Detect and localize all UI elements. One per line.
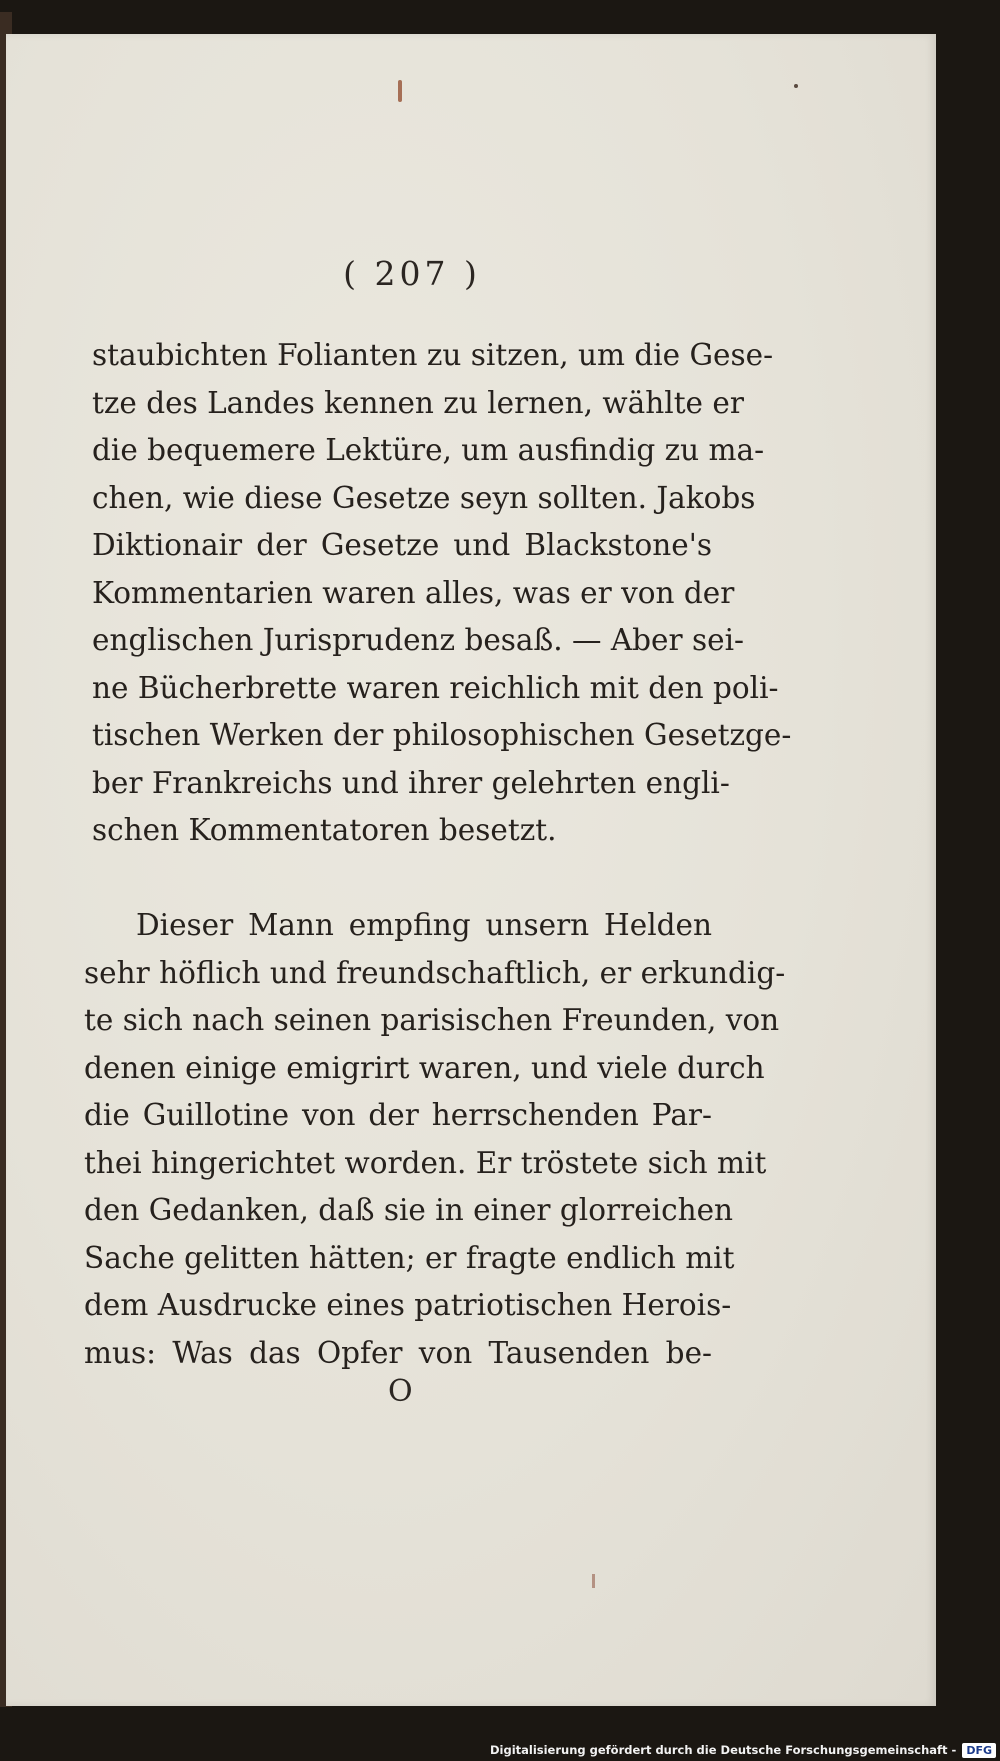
text-line: staubichten Folianten zu sitzen, um die Gese- [92,338,774,372]
book-page [6,34,936,1706]
text-line: Kommentarien waren alles, was er von der [92,575,735,610]
text-line: sehr höflich und freundschaftlich, er erkundig- [84,955,786,990]
paragraph-2 [84,902,786,1377]
text-line: die Guillotine von der herrschenden Par- [84,1098,712,1132]
text-line: schen Kommentatoren besetzt. [92,813,557,847]
digitization-credit [490,1739,1000,1761]
text-line: chen, wie diese Gesetze seyn sollten. Jakobs [92,480,756,515]
text-line: tze des Landes kennen zu lernen, wählte er [92,385,744,420]
page-number: ( 207 ) [343,254,481,293]
catchword: O [388,1374,413,1409]
text-line: tischen Werken der philosophischen Gesetzge- [92,718,792,752]
ink-mark-lower [592,1574,595,1588]
text-line: den Gedanken, daß sie in einer glorreichen [84,1193,734,1227]
text-line: Sache gelitten hätten; er fragte endlich mit [84,1240,735,1275]
text-line: ne Bücherbrette waren reichlich mit den poli- [92,670,779,705]
text-line: te sich nach seinen parisischen Freunden, von [84,1003,780,1037]
dfg-logo: DFG [962,1743,996,1758]
text-line: dem Ausdrucke eines patriotischen Herois- [84,1288,732,1322]
text-line: englischen Jurisprudenz besaß. — Aber sei- [92,623,744,657]
text-line: Diktionair der Gesetze und Blackstone's [92,528,712,562]
text-line: Dieser Mann empfing unsern Helden [136,908,712,942]
text-line: ber Frankreichs und ihrer gelehrten engli- [92,765,730,800]
ink-mark [398,80,402,102]
paragraph-1 [92,332,792,855]
text-line: mus: Was das Opfer von Tausenden be- [84,1335,712,1370]
text-line: thei hingerichtet worden. Er tröstete sich mit [84,1145,767,1180]
ink-dot [794,84,798,88]
credit-text: Digitalisierung gefördert durch die Deutsche Forschungsgemeinschaft - [489,1743,957,1757]
text-line: denen einige emigrirt waren, und viele durch [84,1050,765,1085]
text-line: die bequemere Lektüre, um ausfindig zu ma- [92,433,765,467]
